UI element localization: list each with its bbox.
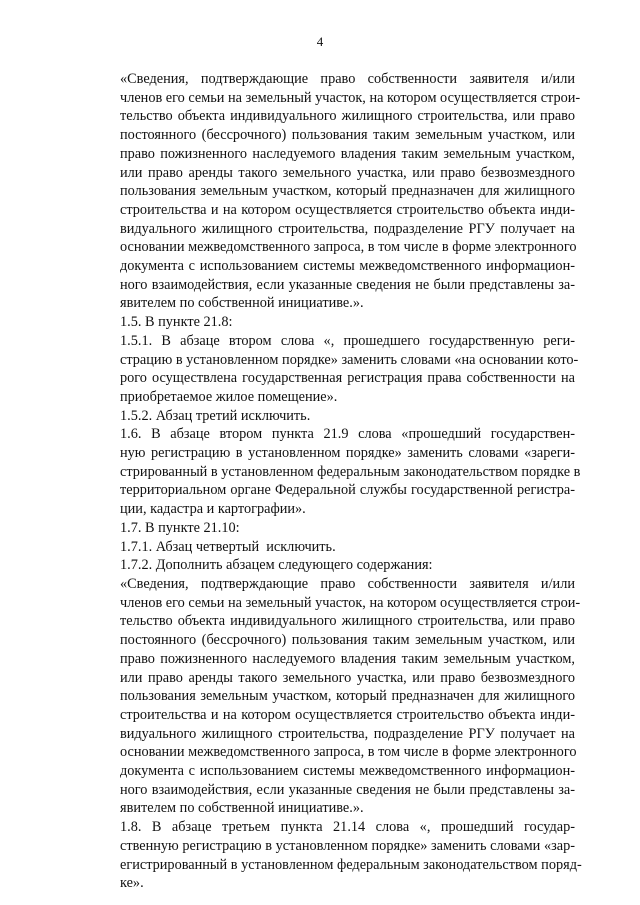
text-line: видуального жилищного строительства, подразделение РГУ получает на xyxy=(120,220,575,237)
text-line: или право аренды такого земельного участка, или право безвозмездного xyxy=(120,164,575,181)
text-line: строительства и на котором осуществляется строительство объекта инди- xyxy=(120,201,575,218)
text-line: ного взаимодействия, если указанные сведения не были представлены за- xyxy=(120,781,575,798)
paragraph-item-1-5 xyxy=(84,313,575,332)
text-line: 1.8. В абзаце третьем пункта 21.14 слова «, прошедший государ- xyxy=(120,819,575,836)
text-line: егистрированный в установленном федеральным законодательством поряд- xyxy=(120,856,582,873)
text-line: приобретаемое жилое помещение». xyxy=(120,388,338,405)
text-line: пользования земельным участком, который предназначен для жилищного xyxy=(120,688,575,705)
text-line: 1.5. В пункте 21.8: xyxy=(120,314,233,331)
text-line: стрированный в установленном федеральным законодательством порядке в xyxy=(120,463,581,480)
text-line: право пожизненного наследуемого владения таким земельным участком, xyxy=(120,145,575,162)
paragraph-item-1-7-2 xyxy=(84,556,575,575)
paragraph-quote-1 xyxy=(84,70,581,313)
text-line: «Сведения, подтверждающие право собственности заявителя и/или xyxy=(120,575,575,592)
text-line: постоянного (бессрочного) пользования таким земельным участком, или xyxy=(120,127,575,144)
text-line: «Сведения, подтверждающие право собственности заявителя и/или xyxy=(120,71,575,87)
document-body xyxy=(84,70,582,893)
paragraph-item-1-8 xyxy=(84,818,582,893)
text-line: документа с использованием системы межведомственного информацион- xyxy=(120,763,575,780)
text-line: основании межведомственного запроса, в том числе в форме электронного xyxy=(120,744,577,761)
text-line: пользования земельным участком, который предназначен для жилищного xyxy=(120,183,575,200)
text-line: документа с использованием системы межведомственного информацион- xyxy=(120,258,575,275)
text-line: 1.7. В пункте 21.10: xyxy=(120,519,240,536)
text-line: страцию в установленном порядке» заменить словами «на основании кото- xyxy=(120,351,579,368)
text-line: постоянного (бессрочного) пользования таким земельным участком, или xyxy=(120,632,575,649)
paragraph-item-1-5-2 xyxy=(84,407,575,426)
text-line: ную регистрацию в установленном порядке» заменить словами «зареги- xyxy=(120,445,575,462)
text-line: ственную регистрацию в установленном порядке» заменить словами «зар- xyxy=(120,837,575,854)
text-line: или право аренды такого земельного участка, или право безвозмездного xyxy=(120,669,575,686)
text-line: тельство объекта индивидуального жилищного строительства, или право xyxy=(120,613,575,630)
text-line: 1.6. В абзаце втором пункта 21.9 слова «прошедший государствен- xyxy=(120,426,575,443)
paragraph-item-1-6 xyxy=(84,425,581,519)
text-line: ке». xyxy=(120,875,144,892)
text-line: 1.7.2. Дополнить абзацем следующего содержания: xyxy=(120,557,433,574)
text-line: ции, кадастра и картографии». xyxy=(120,501,306,518)
text-line: 1.5.2. Абзац третий исключить. xyxy=(120,407,311,424)
text-line: территориальном органе Федеральной службы государственной регистра- xyxy=(120,482,575,499)
text-line: строительства и на котором осуществляется строительство объекта инди- xyxy=(120,706,575,723)
paragraph-item-1-7 xyxy=(84,519,575,538)
text-line: явителем по собственной инициативе.». xyxy=(120,800,364,817)
text-line: членов его семьи на земельный участок, на котором осуществляется строи- xyxy=(120,594,581,611)
text-line: видуального жилищного строительства, подразделение РГУ получает на xyxy=(120,725,575,742)
text-line: 1.5.1. В абзаце втором слова «, прошедшего государственную реги- xyxy=(120,332,575,349)
text-line: явителем по собственной инициативе.». xyxy=(120,295,364,312)
text-line: ного взаимодействия, если указанные сведения не были представлены за- xyxy=(120,276,575,293)
text-line: право пожизненного наследуемого владения таким земельным участком, xyxy=(120,650,575,667)
paragraph-item-1-7-1 xyxy=(84,538,575,557)
text-line: основании межведомственного запроса, в том числе в форме электронного xyxy=(120,239,577,256)
paragraph-item-1-5-1 xyxy=(84,332,579,407)
text-line: 1.7.1. Абзац четвертый исключить. xyxy=(120,538,336,555)
text-line: рого осуществлена государственная регистрация права собственности на xyxy=(120,370,575,387)
text-line: тельство объекта индивидуального жилищного строительства, или право xyxy=(120,108,575,125)
page-number: 4 xyxy=(316,34,324,49)
paragraph-quote-2 xyxy=(84,575,581,818)
text-line: членов его семьи на земельный участок, на котором осуществляется строи- xyxy=(120,89,581,106)
